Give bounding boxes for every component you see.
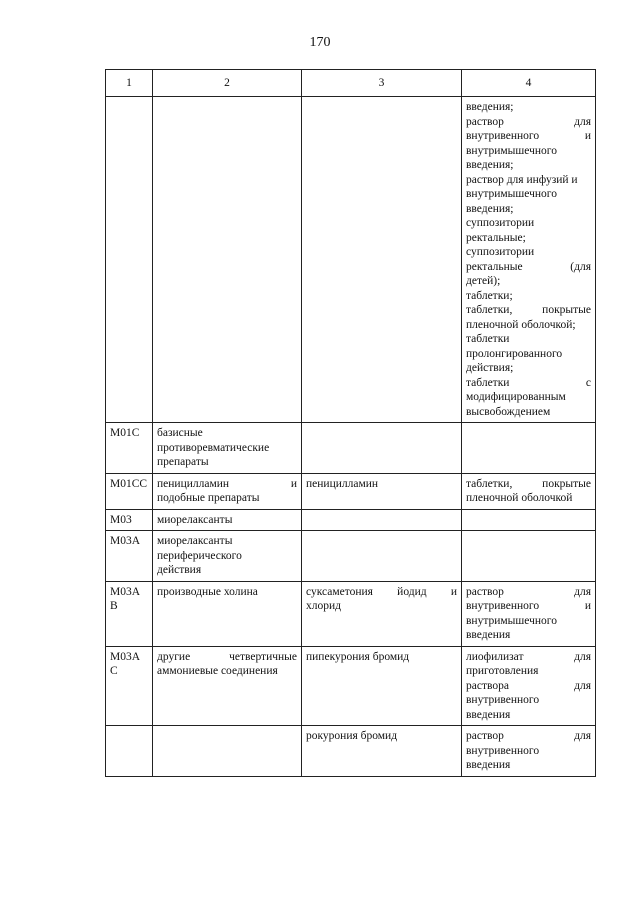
header-col-3: 3 [302, 70, 462, 97]
atc-code-cell [106, 531, 153, 582]
cell-text-line: M03A [110, 650, 141, 663]
cell-text-line: пролонгированного [466, 347, 563, 360]
cell-text-line: внутримышечного [466, 188, 557, 200]
cell-text-line: базисные [157, 427, 203, 439]
cell-text-line: введения; [466, 159, 514, 171]
cell-text-line: пипекурония бромид [306, 650, 410, 663]
pharmacological-group-cell [153, 581, 302, 646]
header-row [106, 70, 596, 97]
cell-text-line: M03 [110, 513, 132, 526]
cell-text-line: M01C [110, 427, 140, 439]
cell-text-line: высвобождением [466, 405, 551, 418]
cell-text-line: введения [466, 759, 511, 771]
cell-text-line: таблетки, покрытые [466, 477, 591, 490]
pharmacological-group-cell [153, 726, 302, 777]
cell-text-line: внутривенного и [466, 600, 591, 612]
cell-text-line: таблетки; [466, 289, 513, 302]
table-row [106, 97, 596, 423]
cell-text-line: действия [157, 564, 202, 576]
cell-text-line: суппозитории [466, 246, 535, 258]
cell-text-line: B [110, 600, 118, 612]
cell-text-line: подобные препараты [157, 492, 260, 504]
dosage-form-cell [462, 97, 596, 423]
cell-text-line: раствора для [466, 679, 591, 692]
cell-text-line: внутривенного [466, 744, 540, 757]
cell-text-line: введения; [466, 202, 514, 215]
cell-text-line: действия; [466, 362, 514, 374]
drug-name-cell [302, 423, 462, 474]
pharmacological-group-cell [153, 509, 302, 531]
atc-code-cell [106, 473, 153, 509]
pharmacological-group-cell [153, 646, 302, 726]
cell-text-line: таблетки [466, 333, 510, 345]
cell-text-line: противоревматические [157, 441, 270, 454]
cell-text-line: введения [466, 629, 511, 641]
cell-text-line: периферического [157, 549, 242, 562]
cell-text-line: пеницилламин [306, 477, 379, 490]
cell-text-line: ректальные; [466, 231, 526, 244]
drug-name-cell [302, 509, 462, 531]
cell-text-line: другие четвертичные [157, 650, 297, 663]
table-row [106, 509, 596, 531]
cell-text-line: внутривенного [466, 694, 540, 706]
table-body [106, 97, 596, 777]
drug-name-cell [302, 97, 462, 423]
cell-text-line: производные холина [157, 585, 258, 598]
dosage-form-cell [462, 726, 596, 777]
dosage-form-cell [462, 473, 596, 509]
pharmacological-group-cell [153, 97, 302, 423]
cell-text-line: приготовления [466, 665, 539, 677]
table-row [106, 531, 596, 582]
cell-text-line: миорелаксанты [157, 513, 233, 526]
cell-text-line: M01CC [110, 477, 148, 490]
cell-text-line: лиофилизат для [466, 650, 591, 663]
cell-text-line: суксаметония йодид и [306, 585, 457, 598]
cell-text-line: модифицированным [466, 391, 566, 403]
table-row [106, 473, 596, 509]
cell-text-line: аммониевые соединения [157, 665, 278, 677]
dosage-form-cell [462, 581, 596, 646]
atc-code-cell [106, 726, 153, 777]
table-row [106, 423, 596, 474]
dosage-form-cell [462, 646, 596, 726]
cell-text-line: внутримышечного [466, 144, 557, 157]
cell-text-line: раствор для инфузий и [466, 173, 578, 186]
cell-text-line: введения; [466, 101, 514, 113]
cell-text-line: хлорид [306, 600, 341, 612]
cell-text-line: раствор для [466, 730, 591, 742]
header-col-4: 4 [462, 70, 596, 97]
cell-text-line: суппозитории [466, 217, 535, 229]
cell-text-line: внутривенного и [466, 130, 591, 142]
cell-text-line: пленочной оболочкой; [466, 318, 576, 331]
pharmacological-group-cell [153, 531, 302, 582]
drug-name-cell [302, 646, 462, 726]
cell-text-line: таблетки с [466, 376, 591, 389]
table-row [106, 726, 596, 777]
atc-code-cell [106, 581, 153, 646]
atc-code-cell [106, 509, 153, 531]
cell-text-line: раствор для [466, 585, 591, 598]
cell-text-line: ректальные (для [466, 260, 591, 273]
cell-text-line: введения [466, 708, 511, 721]
cell-text-line: препараты [157, 456, 209, 468]
header-col-2: 2 [153, 70, 302, 97]
dosage-form-cell [462, 509, 596, 531]
pharmacological-group-cell [153, 423, 302, 474]
atc-code-cell [106, 646, 153, 726]
cell-text-line: C [110, 665, 118, 677]
cell-text-line: таблетки, покрытые [466, 304, 591, 316]
table-row [106, 581, 596, 646]
cell-text-line: пленочной оболочкой [466, 492, 573, 504]
drug-name-cell [302, 726, 462, 777]
table-row [106, 646, 596, 726]
atc-code-cell [106, 423, 153, 474]
drug-name-cell [302, 581, 462, 646]
cell-text-line: раствор для [466, 115, 591, 128]
cell-text-line: миорелаксанты [157, 535, 233, 547]
dosage-form-cell [462, 531, 596, 582]
cell-text-line: M03A [110, 535, 141, 547]
cell-text-line: M03A [110, 585, 141, 598]
dosage-form-cell [462, 423, 596, 474]
atc-code-cell [106, 97, 153, 423]
cell-text-line: пеницилламин и [157, 477, 297, 490]
table-header [106, 70, 596, 97]
drug-name-cell [302, 531, 462, 582]
cell-text-line: внутримышечного [466, 614, 557, 627]
drug-table [105, 69, 596, 777]
header-col-1: 1 [106, 70, 153, 97]
page-number: 170 [309, 35, 331, 50]
drug-name-cell [302, 473, 462, 509]
cell-text-line: детей); [466, 275, 501, 287]
pharmacological-group-cell [153, 473, 302, 509]
cell-text-line: рокурония бромид [306, 730, 398, 742]
